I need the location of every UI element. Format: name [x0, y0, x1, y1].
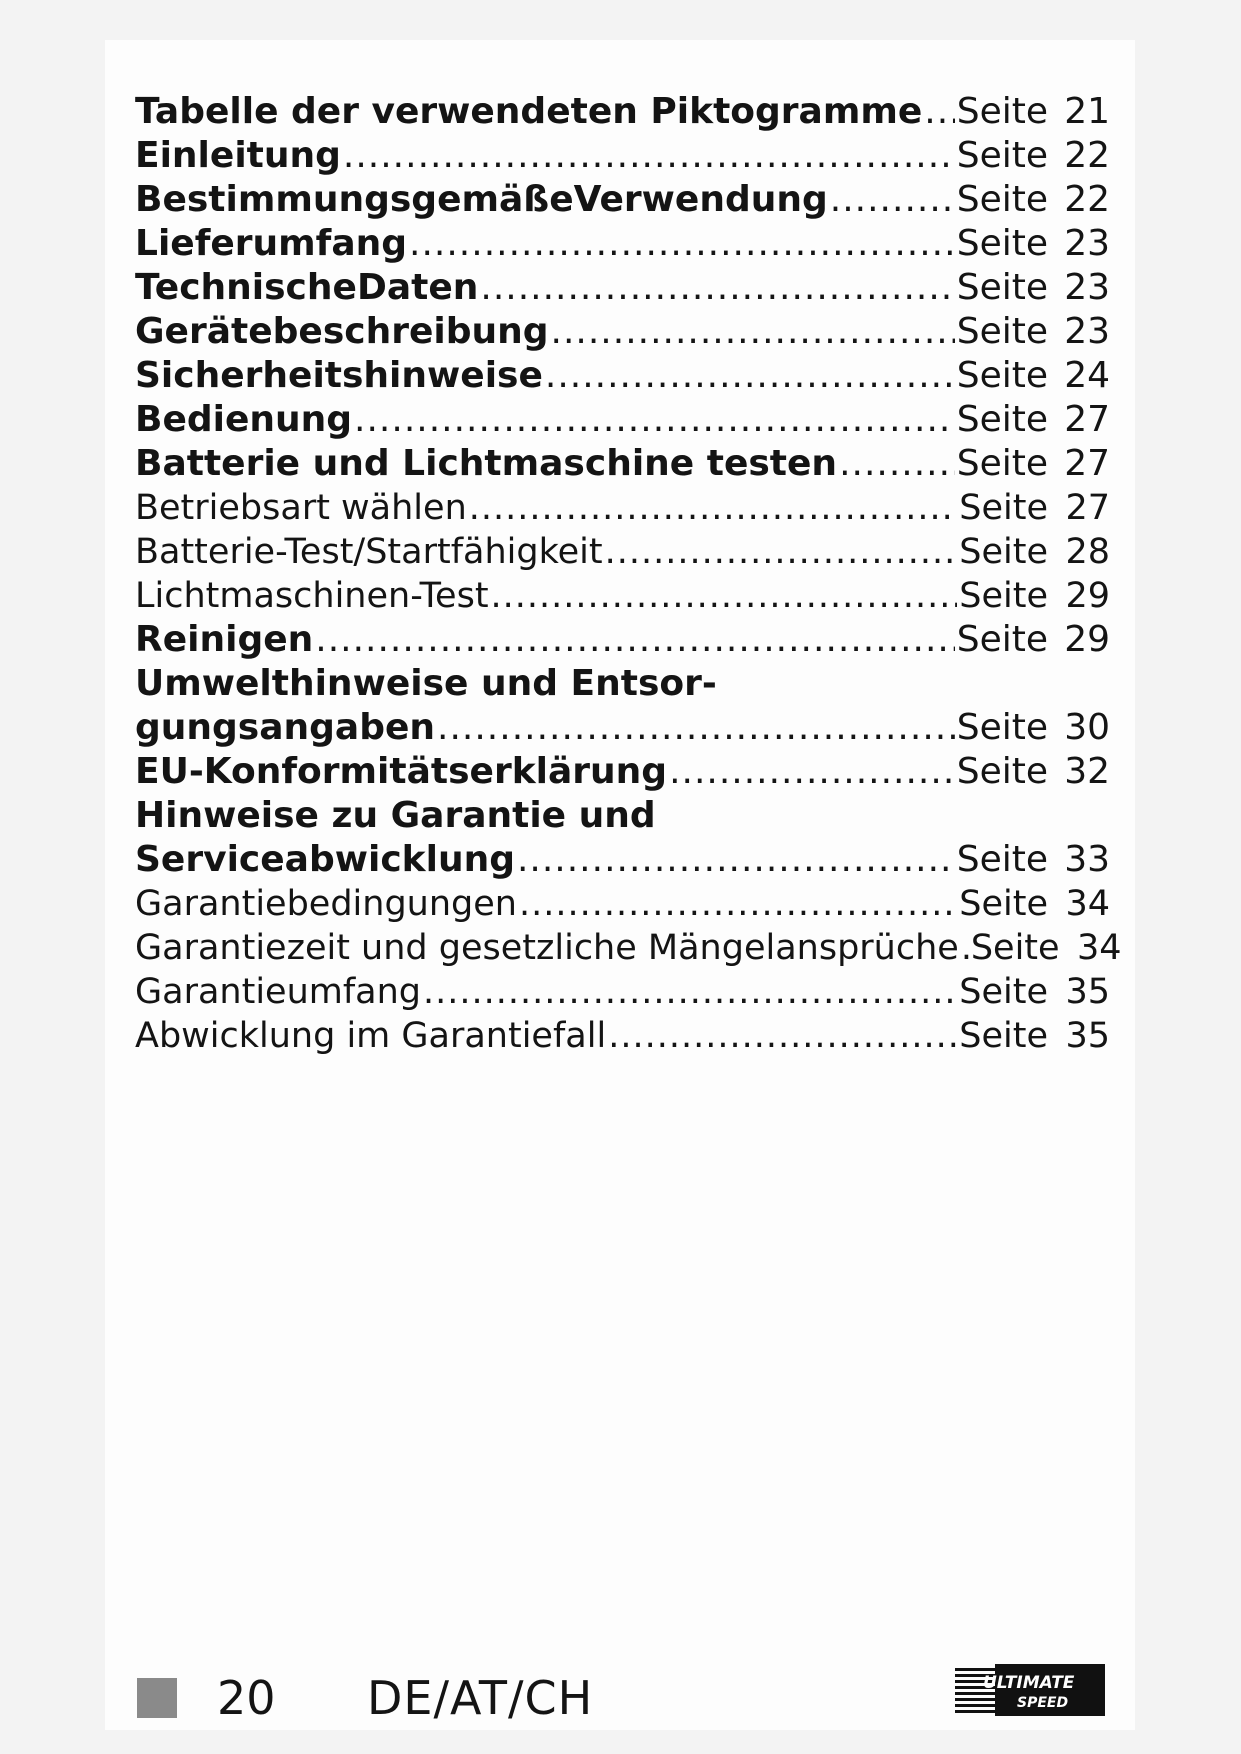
toc-entry-title: Serviceabwicklung — [135, 839, 515, 880]
toc-page-number: 32 — [1064, 751, 1110, 792]
toc-leader-dots — [608, 1014, 957, 1058]
toc-entry — [135, 750, 1110, 794]
toc-page-number: 27 — [1064, 443, 1110, 484]
toc-leader-dots — [830, 178, 955, 222]
toc-leader-dots — [480, 266, 954, 310]
toc-page-number: 24 — [1064, 355, 1110, 396]
toc-entry — [135, 618, 1110, 662]
toc-leader-dots — [519, 882, 957, 926]
toc-entry-title-line: Umwelthinweise und Entsor- — [135, 663, 717, 704]
toc-seite-label: Seite — [956, 839, 1048, 880]
toc-seite-label: Seite — [956, 91, 1048, 132]
toc-page-number: 29 — [1064, 619, 1110, 660]
toc-entry — [135, 530, 1110, 574]
toc-seite-label: Seite — [956, 311, 1048, 352]
footer-language-codes: DE/AT/CH — [367, 1671, 594, 1725]
toc-leader-dots — [423, 970, 957, 1014]
toc-leader-dots — [605, 530, 958, 574]
toc-page-number: 35 — [1065, 1016, 1110, 1056]
toc-page-number: 30 — [1064, 707, 1110, 748]
toc-leader-dots — [315, 618, 954, 662]
toc-entry-title: Bedienung — [135, 399, 353, 440]
toc-page-number: 27 — [1064, 399, 1110, 440]
toc-seite-label: Seite — [970, 928, 1060, 968]
toc-page-number: 23 — [1064, 267, 1110, 308]
toc-seite-label: Seite — [959, 972, 1048, 1012]
toc-seite-label: Seite — [959, 884, 1048, 924]
toc-entry-title: Garantieumfang — [135, 972, 422, 1012]
toc-leader-dots — [354, 398, 955, 442]
toc-entry-title: TechnischeDaten — [135, 267, 479, 308]
toc-entry-title-line: Hinweise zu Garantie und — [135, 795, 656, 836]
toc-seite-label: Seite — [959, 532, 1048, 572]
toc-entry-title: BestimmungsgemäßeVerwendung — [135, 179, 828, 220]
toc-entry-title: Einleitung — [135, 135, 341, 176]
toc-entry — [135, 442, 1110, 486]
toc-entry — [135, 310, 1110, 354]
toc-page-number: 21 — [1064, 91, 1110, 132]
toc-entry — [135, 926, 1122, 970]
toc-entry-title: Batterie und Lichtmaschine testen — [135, 443, 838, 484]
toc-page-number: 29 — [1065, 576, 1110, 616]
toc-page-number: 33 — [1064, 839, 1110, 880]
table-of-contents — [135, 90, 1122, 1058]
toc-page-number: 34 — [1065, 884, 1110, 924]
toc-seite-label: Seite — [959, 488, 1048, 528]
toc-entry — [135, 222, 1110, 266]
toc-leader-dots — [924, 90, 954, 134]
toc-seite-label: Seite — [956, 619, 1048, 660]
toc-page-number: 23 — [1064, 311, 1110, 352]
toc-seite-label: Seite — [956, 443, 1048, 484]
toc-seite-label: Seite — [956, 399, 1048, 440]
toc-entry — [135, 838, 1110, 882]
toc-seite-label: Seite — [956, 135, 1048, 176]
toc-leader-dots — [961, 926, 969, 970]
footer-marker-square — [137, 1678, 177, 1718]
toc-leader-dots — [437, 706, 955, 750]
toc-entry-title: Sicherheitshinweise — [135, 355, 543, 396]
toc-entry-title: Lichtmaschinen-Test — [135, 576, 489, 616]
toc-leader-dots — [839, 442, 955, 486]
toc-leader-dots — [343, 134, 955, 178]
toc-leader-dots — [517, 838, 955, 882]
svg-text:SPEED: SPEED — [1017, 1695, 1069, 1711]
toc-page-number: 28 — [1065, 532, 1110, 572]
toc-entry-title: Batterie-Test/Startfähigkeit — [135, 532, 603, 572]
toc-seite-label: Seite — [956, 355, 1048, 396]
toc-leader-dots — [469, 486, 958, 530]
toc-entry-title: Garantiezeit und gesetzliche Mängelansprüche — [135, 928, 959, 968]
toc-entry-title: gungsangaben — [135, 707, 436, 748]
toc-entry — [135, 970, 1110, 1014]
toc-seite-label: Seite — [956, 751, 1048, 792]
toc-entry — [135, 486, 1110, 530]
toc-leader-dots — [551, 310, 955, 354]
toc-entry-title: Gerätebeschreibung — [135, 311, 549, 352]
toc-entry — [135, 90, 1110, 134]
toc-page-number: 23 — [1064, 223, 1110, 264]
toc-entry — [135, 134, 1110, 178]
toc-entry-title: Lieferumfang — [135, 223, 408, 264]
toc-entry — [135, 574, 1110, 618]
toc-entry-title: Abwicklung im Garantiefall — [135, 1016, 607, 1056]
toc-page-number: 35 — [1065, 972, 1110, 1012]
toc-entry — [135, 706, 1110, 750]
toc-entry-title: EU-Konformitätserklärung — [135, 751, 668, 792]
toc-seite-label: Seite — [959, 1016, 1048, 1056]
toc-entry — [135, 1014, 1110, 1058]
footer-page-number: 20 — [217, 1671, 276, 1725]
svg-text:ULTIMATE: ULTIMATE — [983, 1673, 1075, 1693]
toc-entry-title: Betriebsart wählen — [135, 488, 467, 528]
toc-entry — [135, 398, 1110, 442]
toc-page-number: 34 — [1077, 928, 1122, 968]
toc-seite-label: Seite — [956, 223, 1048, 264]
toc-seite-label: Seite — [956, 267, 1048, 308]
toc-page-number: 27 — [1065, 488, 1110, 528]
toc-entry-title: Garantiebedingungen — [135, 884, 517, 924]
toc-entry — [135, 266, 1110, 310]
toc-page-number: 22 — [1064, 179, 1110, 220]
toc-seite-label: Seite — [956, 707, 1048, 748]
toc-entry-title: Reinigen — [135, 619, 314, 660]
toc-entry — [135, 882, 1110, 926]
toc-leader-dots — [669, 750, 955, 794]
toc-leader-dots — [409, 222, 955, 266]
toc-seite-label: Seite — [959, 576, 1048, 616]
toc-entry-title: Tabelle der verwendeten Piktogramme — [135, 91, 923, 132]
toc-leader-dots — [545, 354, 955, 398]
toc-leader-dots — [491, 574, 958, 618]
ultimate-speed-logo — [955, 1664, 1105, 1716]
toc-seite-label: Seite — [956, 179, 1048, 220]
toc-entry — [135, 354, 1110, 398]
toc-entry — [135, 178, 1110, 222]
toc-page-number: 22 — [1064, 135, 1110, 176]
